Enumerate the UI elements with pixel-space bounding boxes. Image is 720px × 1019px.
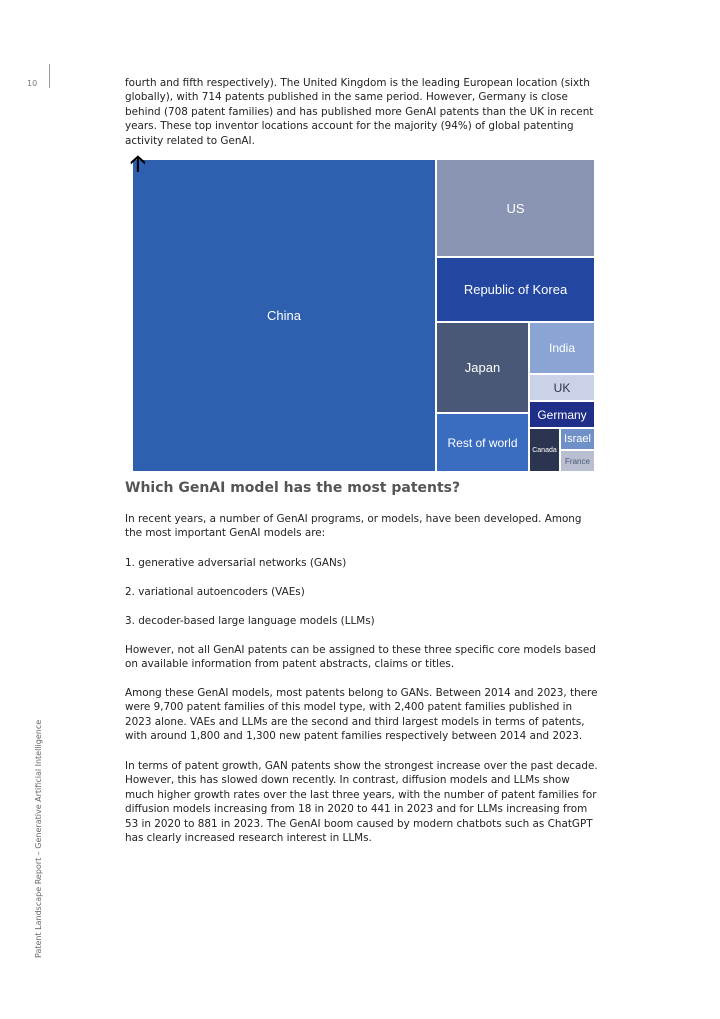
treemap-label-japan: Japan bbox=[464, 360, 501, 375]
page-number: 10 bbox=[27, 79, 38, 88]
caveat-paragraph: However, not all GenAI patents can be assigned to these three specific core models based on available information from patent abstracts, claims or titles. bbox=[125, 644, 596, 671]
treemap-tile-india bbox=[529, 322, 595, 374]
section-heading: Which GenAI model has the most patents? bbox=[125, 480, 461, 496]
treemap-tile-israel bbox=[560, 428, 595, 450]
treemap-chart bbox=[132, 159, 595, 472]
treemap-tile-uk bbox=[529, 374, 595, 401]
treemap-tile-france bbox=[560, 450, 595, 472]
treemap-label-israel: Israel bbox=[564, 433, 591, 445]
treemap-label-germany: Germany bbox=[537, 407, 587, 422]
treemap-label-korea: Republic of Korea bbox=[463, 282, 568, 297]
treemap-label-france: France bbox=[565, 456, 590, 466]
side-title: Patent Landscape Report – Generative Artificial Intelligence bbox=[34, 719, 43, 958]
treemap-label-us: US bbox=[506, 200, 525, 216]
models-intro-paragraph: In recent years, a number of GenAI programs, or models, have been developed. Among the most important GenAI models are: bbox=[125, 513, 582, 540]
treemap-label-canada: Canada bbox=[532, 446, 557, 454]
treemap-tile-korea bbox=[436, 257, 595, 322]
gan-stats-paragraph: Among these GenAI models, most patents belong to GANs. Between 2014 and 2023, there were 9,700 patent families of this model type, with 2,400 patent families published in 2023 alone. VAEs and LLMs are the second and third largest models in terms of patents, with around 1,800 and 1,300 new patent families respectively between 2014 and 2023. bbox=[125, 687, 598, 743]
treemap-tile-rest-of-world bbox=[436, 413, 529, 472]
list-item-vaes: 2. variational autoencoders (VAEs) bbox=[125, 586, 305, 598]
treemap-label-china: China bbox=[267, 308, 301, 323]
treemap-label-uk: UK bbox=[553, 380, 571, 395]
list-item-gans: 1. generative adversarial networks (GANs) bbox=[125, 557, 347, 569]
treemap-tile-canada bbox=[529, 428, 560, 472]
up-arrow-icon: 🡡 bbox=[130, 152, 146, 177]
treemap-label-india: India bbox=[548, 341, 576, 355]
treemap-tile-germany bbox=[529, 401, 595, 428]
intro-paragraph: fourth and fifth respectively). The United Kingdom is the leading European location (sixth globally), with 714 patents published in the same period. However, Germany is close behind (708 patent families) and has published more GenAI patents than the UK in recent years. These top inventor locations account for the majority (94%) of global patenting activity related to GenAI. bbox=[125, 77, 594, 147]
list-item-llms: 3. decoder-based large language models (LLMs) bbox=[125, 615, 375, 627]
treemap-label-rest-of-world: Rest of world bbox=[447, 435, 518, 450]
treemap-tile-us bbox=[436, 159, 595, 257]
treemap-tile-china bbox=[132, 159, 436, 472]
growth-paragraph: In terms of patent growth, GAN patents show the strongest increase over the past decade. However, this has slowed down recently. In contrast, diffusion models and LLMs show much higher growth rates over the last three years, with the number of patent families for diffusion models increasing from 18 in 2020 to 441 in 2023 and for LLMs increasing from 53 in 2020 to 881 in 2023. The GenAI boom caused by modern chatbots such as ChatGPT has clearly increased research interest in LLMs. bbox=[125, 760, 598, 845]
treemap-tile-japan bbox=[436, 322, 529, 413]
page-rule bbox=[49, 64, 50, 88]
